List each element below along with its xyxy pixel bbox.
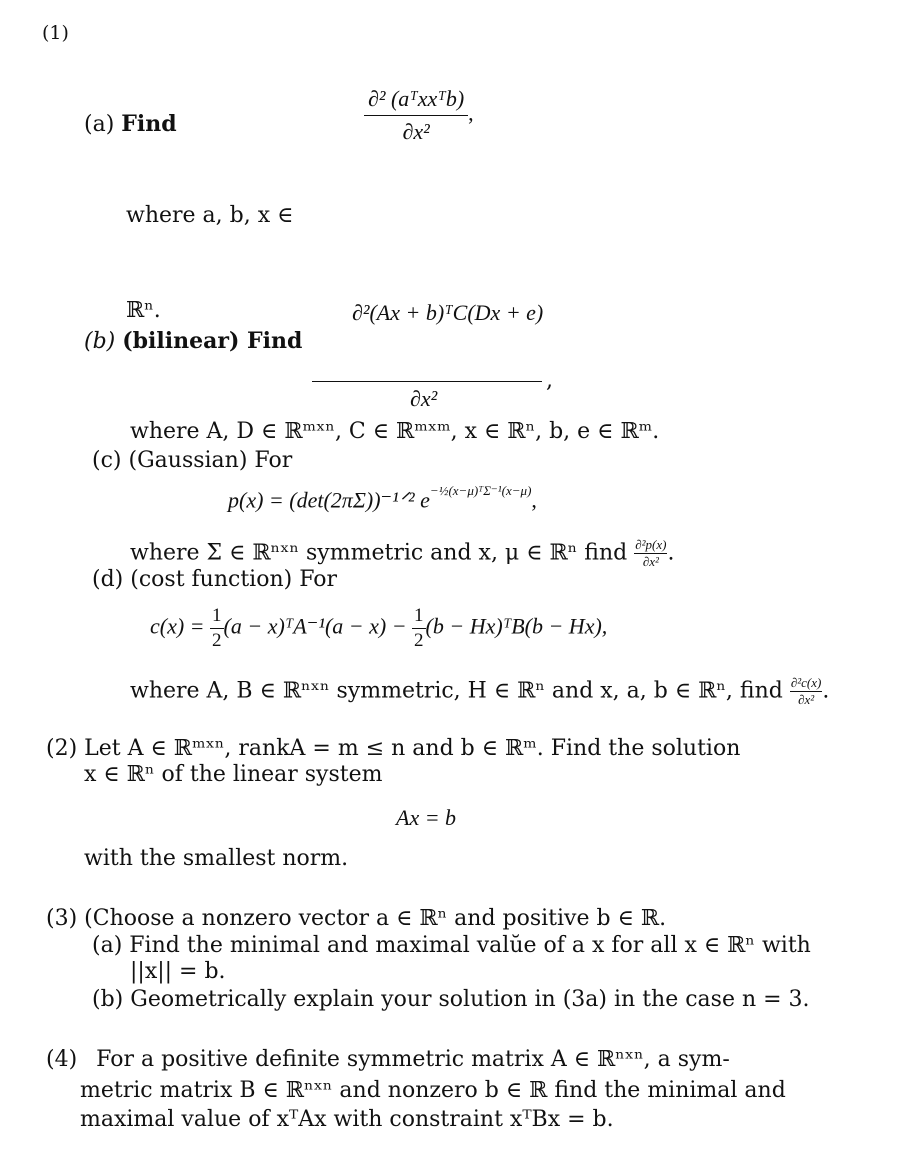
item-1c-formula-tail: , — [531, 487, 537, 513]
item-1a-letter: (a) — [84, 112, 115, 137]
item-1d-lhs: c(x) = — [150, 613, 205, 639]
item-1d-find-numerator: ∂²c(x) — [790, 675, 822, 690]
item-1d-where: where A, B ∈ ℝⁿˣⁿ symmetric, H ∈ ℝⁿ and x, a, b ∈ ℝⁿ, find — [130, 678, 783, 704]
item-1d-term2: (b − Hx)ᵀB(b − Hx), — [425, 613, 608, 639]
problem-2-label: (2) — [46, 736, 78, 761]
item-1c-where: where Σ ∈ ℝⁿˣⁿ symmetric and x, μ ∈ ℝⁿ find — [130, 540, 628, 566]
item-1d-half-1-num: 1 — [210, 605, 224, 629]
item-1d-term1: (a − x)ᵀA⁻¹(a − x) − — [223, 613, 407, 639]
problem-4-line1: For a positive definite symmetric matrix A ∈ ℝⁿˣⁿ, a sym- — [96, 1047, 730, 1072]
item-1a-text: Find — [121, 111, 177, 137]
item-1d-half-1-den: 2 — [212, 630, 222, 651]
item-1b-tail: , — [546, 368, 553, 393]
problem-2-line3: with the smallest norm. — [84, 846, 349, 871]
item-1a-numerator: ∂² (aᵀxxᵀb) — [364, 86, 468, 116]
item-1a-where: where a, b, x ∈ — [126, 203, 294, 228]
item-1c-find-numerator: ∂²p(x) — [635, 537, 667, 552]
item-1c-label — [92, 448, 292, 473]
problem-3-label: (3) — [46, 906, 78, 931]
item-1d-formula — [150, 605, 607, 652]
problem-2-line2: x ∈ ℝⁿ of the linear system — [84, 762, 383, 787]
item-1c-find-denominator: ∂x² — [642, 554, 659, 569]
problem-4-label: (4) — [46, 1047, 78, 1072]
problem-4-first-line — [46, 1047, 730, 1072]
item-1a-formula — [364, 86, 474, 145]
item-1a-denominator: ∂x² — [402, 119, 430, 144]
problem-3a-line2: ||x|| = b. — [130, 959, 226, 984]
item-1c-exponent: −½(x−μ)ᵀΣ⁻¹(x−μ) — [429, 483, 532, 498]
item-1b-fraction-bar — [312, 381, 542, 382]
item-1b-text: (bilinear) Find — [122, 328, 303, 354]
problem-3-first-line — [46, 906, 666, 931]
item-1d-find-denominator: ∂x² — [798, 692, 815, 707]
item-1a-where-cont: ℝⁿ. — [126, 298, 161, 323]
problem-4-line2: metric matrix B ∈ ℝⁿˣⁿ and nonzero b ∈ ℝ find the minimal and — [80, 1078, 786, 1103]
item-1d-half-2-den: 2 — [414, 630, 424, 651]
item-1c-formula-main: p(x) = (det(2πΣ))⁻¹ᐟ² e — [228, 487, 430, 513]
problem-3b-line: (b) Geometrically explain your solution in (3a) in the case n = 3. — [92, 987, 810, 1012]
problem-4-line3: maximal value of xᵀAx with constraint xᵀBx = b. — [80, 1107, 614, 1132]
item-1d-text: (cost function) For — [130, 567, 338, 592]
item-1c-formula — [228, 483, 537, 513]
problem-2-equation: Ax = b — [396, 805, 457, 830]
item-1c-where-line — [130, 538, 674, 569]
item-1d-where-line — [130, 676, 829, 707]
item-1b-where: where A, D ∈ ℝᵐˣⁿ, C ∈ ℝᵐˣᵐ, x ∈ ℝⁿ, b, e ∈ ℝᵐ. — [130, 419, 660, 444]
item-1d-label — [92, 567, 337, 592]
item-1c-find-tail: . — [667, 540, 675, 566]
item-1d-find-tail: . — [822, 678, 830, 704]
page-marker: (1) — [42, 22, 69, 44]
item-1b-letter: (b) — [84, 329, 116, 354]
problem-3a-line1: (a) Find the minimal and maximal valŭe of a x for all x ∈ ℝⁿ with — [92, 933, 811, 958]
item-1d-letter: (d) — [92, 567, 124, 592]
item-1b-numerator: ∂²(Ax + b)ᵀC(Dx + e) — [352, 300, 544, 325]
item-1a-label — [84, 111, 177, 137]
item-1c-text: (Gaussian) For — [128, 448, 293, 473]
item-1b-label — [84, 328, 302, 354]
problem-2-first-line — [46, 736, 740, 761]
item-1b-denominator: ∂x² — [410, 386, 438, 411]
item-1a-tail: , — [468, 100, 474, 126]
item-1d-half-2-num: 1 — [412, 605, 426, 629]
problem-2-line1: Let A ∈ ℝᵐˣⁿ, rankA = m ≤ n and b ∈ ℝᵐ. Find the solution — [84, 736, 741, 761]
item-1c-letter: (c) — [92, 448, 122, 473]
problem-3-intro: (Choose a nonzero vector a ∈ ℝⁿ and positive b ∈ ℝ. — [84, 906, 667, 931]
